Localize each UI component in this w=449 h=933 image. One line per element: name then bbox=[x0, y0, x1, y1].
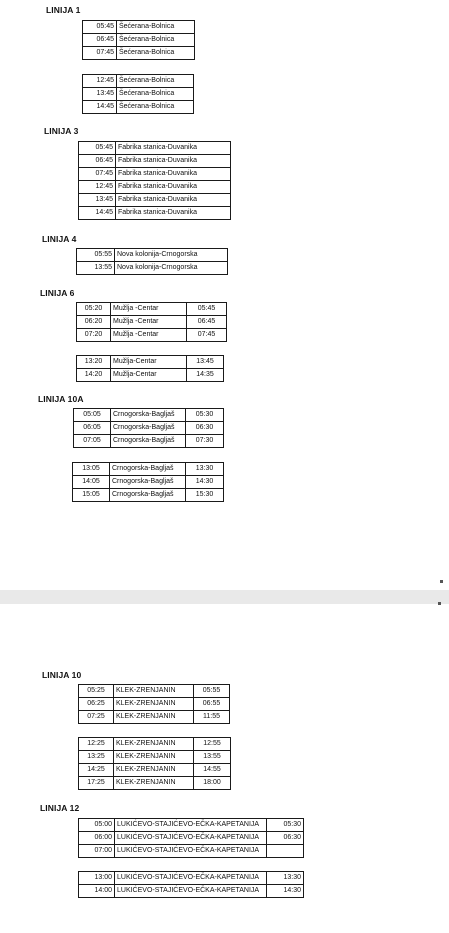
table-row bbox=[83, 21, 195, 34]
departure-time: 14:45 bbox=[79, 207, 116, 220]
page-gap bbox=[0, 590, 449, 604]
route-name: Nova kolonija-Crnogorska bbox=[115, 262, 228, 275]
route-name: KLEK-ZRENJANIN bbox=[114, 751, 194, 764]
timetable-line-10-afternoon bbox=[78, 737, 231, 790]
departure-time: 05:05 bbox=[74, 409, 111, 422]
departure-time: 13:20 bbox=[77, 356, 111, 369]
table-row bbox=[79, 751, 231, 764]
table-row bbox=[74, 422, 224, 435]
timetable-line-10a-morning bbox=[73, 408, 224, 448]
route-name: Crnogorska-Bagljaš bbox=[111, 409, 186, 422]
timetable-line-4 bbox=[76, 248, 228, 275]
table-row bbox=[77, 249, 228, 262]
arrival-time: 05:30 bbox=[267, 819, 304, 832]
departure-time: 06:00 bbox=[79, 832, 115, 845]
departure-time: 14:25 bbox=[79, 764, 114, 777]
arrival-time: 13:30 bbox=[186, 463, 224, 476]
line-label-1: LINIJA 1 bbox=[46, 5, 81, 15]
timetable-line-1-afternoon bbox=[82, 74, 194, 114]
departure-time: 14:05 bbox=[73, 476, 110, 489]
table-row bbox=[79, 738, 231, 751]
route-name: Mužlja -Centar bbox=[111, 316, 187, 329]
route-name: Šećerana-Bolnica bbox=[117, 21, 195, 34]
arrival-time: 06:30 bbox=[186, 422, 224, 435]
departure-time: 14:00 bbox=[79, 885, 115, 898]
arrival-time: 05:55 bbox=[194, 685, 230, 698]
timetable-line-10a-afternoon bbox=[72, 462, 224, 502]
route-name: Fabrika stanica-Duvanika bbox=[116, 181, 231, 194]
table-row bbox=[77, 316, 227, 329]
departure-time: 06:45 bbox=[79, 155, 116, 168]
line-label-6: LINIJA 6 bbox=[40, 288, 75, 298]
departure-time: 13:45 bbox=[83, 88, 117, 101]
timetable-line-12-morning bbox=[78, 818, 304, 858]
table-row bbox=[79, 181, 231, 194]
route-name: Crnogorska-Bagljaš bbox=[110, 476, 186, 489]
departure-time: 13:05 bbox=[73, 463, 110, 476]
timetable-line-3 bbox=[78, 141, 231, 220]
arrival-time: 06:45 bbox=[187, 316, 227, 329]
table-row bbox=[79, 155, 231, 168]
arrival-time: 05:45 bbox=[187, 303, 227, 316]
route-name: KLEK-ZRENJANIN bbox=[114, 738, 194, 751]
route-name: Crnogorska-Bagljaš bbox=[111, 435, 186, 448]
route-name: Šećerana-Bolnica bbox=[117, 34, 195, 47]
route-name: Mužlja -Centar bbox=[111, 329, 187, 342]
table-row bbox=[77, 369, 224, 382]
departure-time: 06:20 bbox=[77, 316, 111, 329]
table-row bbox=[79, 819, 304, 832]
route-name: KLEK-ZRENJANIN bbox=[114, 777, 194, 790]
departure-time: 07:25 bbox=[79, 711, 114, 724]
route-name: Fabrika stanica-Duvanika bbox=[116, 168, 231, 181]
route-name: LUKIĆEVO-STAJIĆEVO-EČKA-KAPETANIJA bbox=[115, 832, 267, 845]
departure-time: 05:45 bbox=[79, 142, 116, 155]
route-name: KLEK-ZRENJANIN bbox=[114, 764, 194, 777]
table-row bbox=[79, 711, 230, 724]
table-row bbox=[73, 489, 224, 502]
line-label-10a: LINIJA 10A bbox=[38, 394, 84, 404]
arrival-time: 12:55 bbox=[194, 738, 231, 751]
departure-time: 07:00 bbox=[79, 845, 115, 858]
route-name: Fabrika stanica-Duvanika bbox=[116, 194, 231, 207]
route-name: KLEK-ZRENJANIN bbox=[114, 685, 194, 698]
departure-time: 05:55 bbox=[77, 249, 115, 262]
departure-time: 15:05 bbox=[73, 489, 110, 502]
table-row bbox=[83, 34, 195, 47]
departure-time: 05:25 bbox=[79, 685, 114, 698]
route-name: Fabrika stanica-Duvanika bbox=[116, 142, 231, 155]
scan-mark bbox=[438, 602, 441, 605]
departure-time: 14:45 bbox=[83, 101, 117, 114]
route-name: Crnogorska-Bagljaš bbox=[110, 489, 186, 502]
line-label-3: LINIJA 3 bbox=[44, 126, 79, 136]
table-row bbox=[79, 207, 231, 220]
arrival-time: 14:30 bbox=[267, 885, 304, 898]
table-row bbox=[77, 356, 224, 369]
departure-time: 06:05 bbox=[74, 422, 111, 435]
route-name: Fabrika stanica-Duvanika bbox=[116, 155, 231, 168]
arrival-time: 05:30 bbox=[186, 409, 224, 422]
departure-time: 05:20 bbox=[77, 303, 111, 316]
table-row bbox=[79, 832, 304, 845]
arrival-time: 15:30 bbox=[186, 489, 224, 502]
arrival-time: 13:45 bbox=[187, 356, 224, 369]
table-row bbox=[83, 47, 195, 60]
table-row bbox=[79, 885, 304, 898]
departure-time: 05:00 bbox=[79, 819, 115, 832]
departure-time: 14:20 bbox=[77, 369, 111, 382]
arrival-time: 11:55 bbox=[194, 711, 230, 724]
table-row bbox=[79, 685, 230, 698]
line-label-4: LINIJA 4 bbox=[42, 234, 77, 244]
route-name: LUKIĆEVO-STAJIĆEVO-EČKA-KAPETANIJA bbox=[115, 885, 267, 898]
route-name: Crnogorska-Bagljaš bbox=[110, 463, 186, 476]
route-name: Šećerana-Bolnica bbox=[117, 101, 194, 114]
route-name: Crnogorska-Bagljaš bbox=[111, 422, 186, 435]
arrival-time: 14:55 bbox=[194, 764, 231, 777]
table-row bbox=[77, 303, 227, 316]
route-name: Fabrika stanica-Duvanika bbox=[116, 207, 231, 220]
route-name: Mužlja-Centar bbox=[111, 369, 187, 382]
route-name: Šećerana-Bolnica bbox=[117, 47, 195, 60]
arrival-time: 14:30 bbox=[186, 476, 224, 489]
arrival-time: 14:35 bbox=[187, 369, 224, 382]
line-label-12: LINIJA 12 bbox=[40, 803, 80, 813]
route-name: LUKIĆEVO-STAJIĆEVO-EČKA-KAPETANIJA bbox=[115, 845, 267, 858]
table-row bbox=[74, 435, 224, 448]
departure-time: 13:25 bbox=[79, 751, 114, 764]
departure-time: 06:45 bbox=[83, 34, 117, 47]
line-label-10: LINIJA 10 bbox=[42, 670, 82, 680]
departure-time: 13:55 bbox=[77, 262, 115, 275]
arrival-time: 07:30 bbox=[186, 435, 224, 448]
table-row bbox=[79, 698, 230, 711]
table-row bbox=[79, 194, 231, 207]
timetable-line-12-afternoon bbox=[78, 871, 304, 898]
table-row bbox=[77, 262, 228, 275]
departure-time: 06:25 bbox=[79, 698, 114, 711]
departure-time: 05:45 bbox=[83, 21, 117, 34]
departure-time: 07:45 bbox=[79, 168, 116, 181]
departure-time: 12:25 bbox=[79, 738, 114, 751]
route-name: LUKIĆEVO-STAJIĆEVO-EČKA-KAPETANIJA bbox=[115, 819, 267, 832]
departure-time: 12:45 bbox=[79, 181, 116, 194]
departure-time: 13:00 bbox=[79, 872, 115, 885]
timetable-line-6-afternoon bbox=[76, 355, 224, 382]
route-name: Šećerana-Bolnica bbox=[117, 88, 194, 101]
departure-time: 07:45 bbox=[83, 47, 117, 60]
departure-time: 07:05 bbox=[74, 435, 111, 448]
arrival-time: 18:00 bbox=[194, 777, 231, 790]
table-row bbox=[79, 872, 304, 885]
arrival-time: 06:55 bbox=[194, 698, 230, 711]
timetable-line-6-morning bbox=[76, 302, 227, 342]
route-name: Nova kolonija-Crnogorska bbox=[115, 249, 228, 262]
departure-time: 07:20 bbox=[77, 329, 111, 342]
table-row bbox=[83, 75, 194, 88]
table-row bbox=[73, 463, 224, 476]
table-row bbox=[79, 142, 231, 155]
route-name: Šećerana-Bolnica bbox=[117, 75, 194, 88]
table-row bbox=[74, 409, 224, 422]
route-name: LUKIĆEVO-STAJIĆEVO-EČKA-KAPETANIJA bbox=[115, 872, 267, 885]
table-row bbox=[79, 777, 231, 790]
route-name: KLEK-ZRENJANIN bbox=[114, 711, 194, 724]
table-row bbox=[73, 476, 224, 489]
arrival-time bbox=[267, 845, 304, 858]
route-name: Mužlja-Centar bbox=[111, 356, 187, 369]
route-name: Mužlja -Centar bbox=[111, 303, 187, 316]
arrival-time: 07:45 bbox=[187, 329, 227, 342]
departure-time: 12:45 bbox=[83, 75, 117, 88]
arrival-time: 06:30 bbox=[267, 832, 304, 845]
table-row bbox=[79, 764, 231, 777]
route-name: KLEK-ZRENJANIN bbox=[114, 698, 194, 711]
scan-mark bbox=[440, 580, 443, 583]
table-row bbox=[79, 168, 231, 181]
departure-time: 17:25 bbox=[79, 777, 114, 790]
timetable-line-10-morning bbox=[78, 684, 230, 724]
arrival-time: 13:55 bbox=[194, 751, 231, 764]
table-row bbox=[83, 88, 194, 101]
departure-time: 13:45 bbox=[79, 194, 116, 207]
timetable-line-1-morning bbox=[82, 20, 195, 60]
arrival-time: 13:30 bbox=[267, 872, 304, 885]
table-row bbox=[79, 845, 304, 858]
table-row bbox=[77, 329, 227, 342]
table-row bbox=[83, 101, 194, 114]
